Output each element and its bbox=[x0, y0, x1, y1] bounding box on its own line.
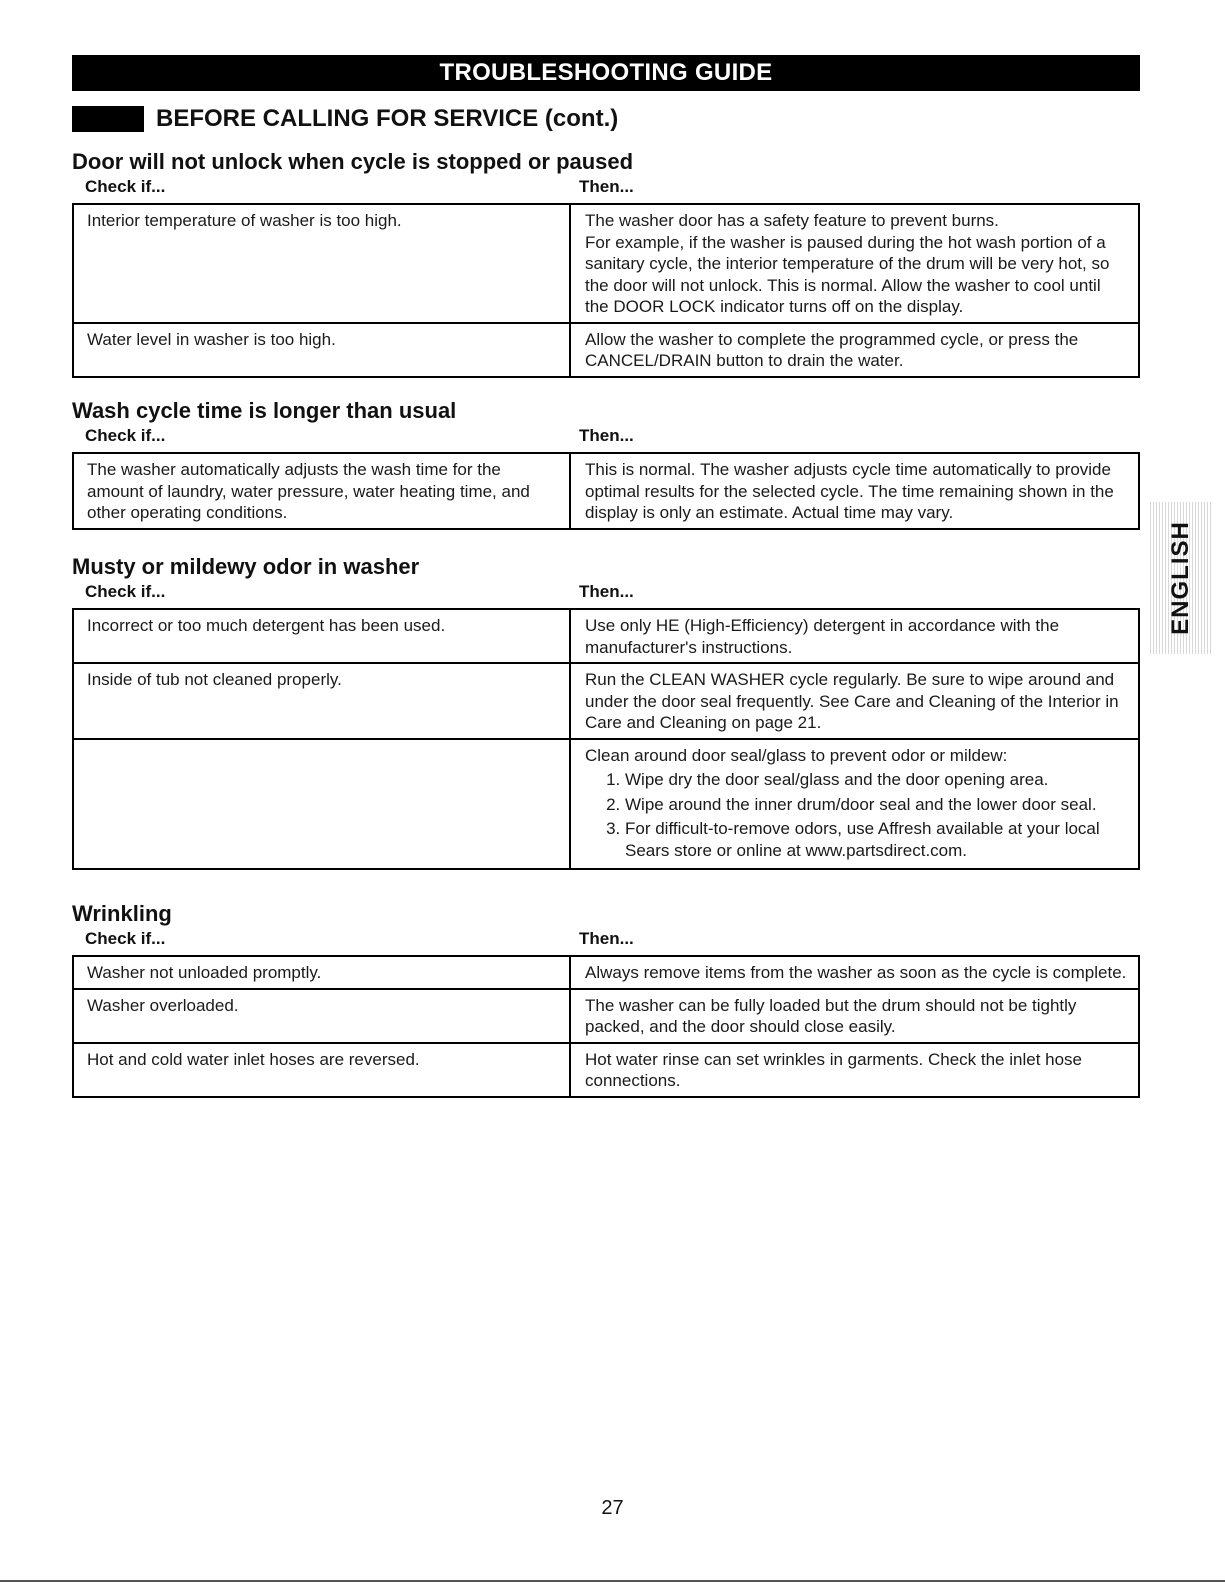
language-side-tab bbox=[1150, 502, 1212, 654]
then-column-header: Then... bbox=[579, 426, 634, 445]
trouble-section-cycle-time bbox=[72, 397, 1140, 530]
troubleshoot-table bbox=[72, 955, 1140, 1098]
check-column-header: Check if... bbox=[85, 929, 166, 948]
then-text: Run the CLEAN WASHER cycle regularly. Be sure to wipe around and under the door seal frequently. See Care and Cleaning of the Interior in Care and Cleaning on page 21. bbox=[585, 670, 1119, 732]
column-headers bbox=[72, 425, 1140, 447]
then-cell bbox=[570, 453, 1139, 529]
check-cell: Incorrect or too much detergent has been used. bbox=[73, 609, 570, 663]
then-text: The washer can be fully loaded but the drum should not be tightly packed, and the door should close easily. bbox=[585, 995, 1077, 1036]
then-text: For example, if the washer is paused during the hot wash portion of a sanitary cycle, the interior temperature of the drum will be very hot, so the door will not unlock. This is normal. Allow the washer to cool until the DOOR LOCK indicator turns off on the display. bbox=[585, 232, 1110, 316]
bottom-rule bbox=[0, 1580, 1225, 1582]
language-label: ENGLISH bbox=[1167, 521, 1194, 635]
section-title: Wrinkling bbox=[72, 901, 172, 926]
check-cell bbox=[73, 739, 570, 870]
section-subheading bbox=[72, 104, 618, 134]
check-cell: Inside of tub not cleaned properly. bbox=[73, 663, 570, 739]
then-text: Hot water rinse can set wrinkles in garments. Check the inlet hose connections. bbox=[585, 1049, 1083, 1090]
then-cell bbox=[570, 204, 1139, 323]
column-headers bbox=[72, 176, 1140, 198]
troubleshoot-table bbox=[72, 452, 1140, 530]
table-row bbox=[73, 739, 1139, 870]
section-title: Musty or mildewy odor in washer bbox=[72, 554, 420, 579]
check-cell: Interior temperature of washer is too high. bbox=[73, 204, 570, 323]
trouble-section-wrinkling bbox=[72, 900, 1140, 1098]
then-cell bbox=[570, 989, 1139, 1043]
then-text: Allow the washer to complete the programmed cycle, or press the CANCEL/DRAIN button to drain the water. bbox=[585, 329, 1079, 370]
column-headers bbox=[72, 581, 1140, 603]
then-text: Clean around door seal/glass to prevent odor or mildew: bbox=[585, 745, 1008, 765]
table-row bbox=[73, 609, 1139, 663]
list-item: 1. Wipe dry the door seal/glass and the door opening area. bbox=[625, 769, 1128, 791]
then-cell bbox=[570, 956, 1139, 989]
section-title: Door will not unlock when cycle is stopped or paused bbox=[72, 149, 634, 174]
check-column-header: Check if... bbox=[85, 177, 166, 196]
column-headers bbox=[72, 928, 1140, 950]
then-column-header: Then... bbox=[579, 929, 634, 948]
then-cell bbox=[570, 609, 1139, 663]
table-row bbox=[73, 663, 1139, 739]
table-row bbox=[73, 323, 1139, 377]
page-banner: TROUBLESHOOTING GUIDE bbox=[72, 55, 1140, 91]
subheading-marker bbox=[72, 106, 144, 132]
check-cell: Hot and cold water inlet hoses are reversed. bbox=[73, 1043, 570, 1097]
check-cell: The washer automatically adjusts the wash time for the amount of laundry, water pressure, water heating time, and other operating conditions. bbox=[73, 453, 570, 529]
then-text: Use only HE (High-Efficiency) detergent in accordance with the manufacturer's instructions. bbox=[585, 616, 1060, 657]
table-row bbox=[73, 1043, 1139, 1097]
check-cell: Water level in washer is too high. bbox=[73, 323, 570, 377]
then-column-header: Then... bbox=[579, 582, 634, 601]
check-cell: Washer not unloaded promptly. bbox=[73, 956, 570, 989]
subheading-text: BEFORE CALLING FOR SERVICE (cont.) bbox=[156, 105, 619, 132]
list-item: 2. Wipe around the inner drum/door seal and the lower door seal. bbox=[625, 794, 1128, 816]
cleaning-steps-list bbox=[585, 769, 1128, 861]
then-text: Always remove items from the washer as soon as the cycle is complete. bbox=[585, 963, 1127, 982]
troubleshoot-table bbox=[72, 608, 1140, 870]
then-cell bbox=[570, 1043, 1139, 1097]
section-title: Wash cycle time is longer than usual bbox=[72, 398, 457, 423]
table-row bbox=[73, 956, 1139, 989]
then-cell bbox=[570, 663, 1139, 739]
check-column-header: Check if... bbox=[85, 426, 166, 445]
table-row bbox=[73, 453, 1139, 529]
page-number: 27 bbox=[601, 1497, 624, 1519]
table-row bbox=[73, 989, 1139, 1043]
trouble-section-door-unlock bbox=[72, 148, 1140, 378]
then-text: This is normal. The washer adjusts cycle time automatically to provide optimal results for the selected cycle. The time remaining shown in the display is only an estimate. Actual time may vary. bbox=[585, 460, 1114, 522]
trouble-section-odor bbox=[72, 553, 1140, 870]
check-cell: Washer overloaded. bbox=[73, 989, 570, 1043]
then-text: The washer door has a safety feature to prevent burns. bbox=[585, 211, 999, 230]
table-row bbox=[73, 204, 1139, 323]
then-cell bbox=[570, 323, 1139, 377]
check-column-header: Check if... bbox=[85, 582, 166, 601]
list-item: 3. For difficult-to-remove odors, use Affresh available at your local Sears store or online at www.partsdirect.com. bbox=[625, 818, 1128, 861]
troubleshoot-table bbox=[72, 203, 1140, 378]
then-cell bbox=[570, 739, 1139, 870]
then-column-header: Then... bbox=[579, 177, 634, 196]
